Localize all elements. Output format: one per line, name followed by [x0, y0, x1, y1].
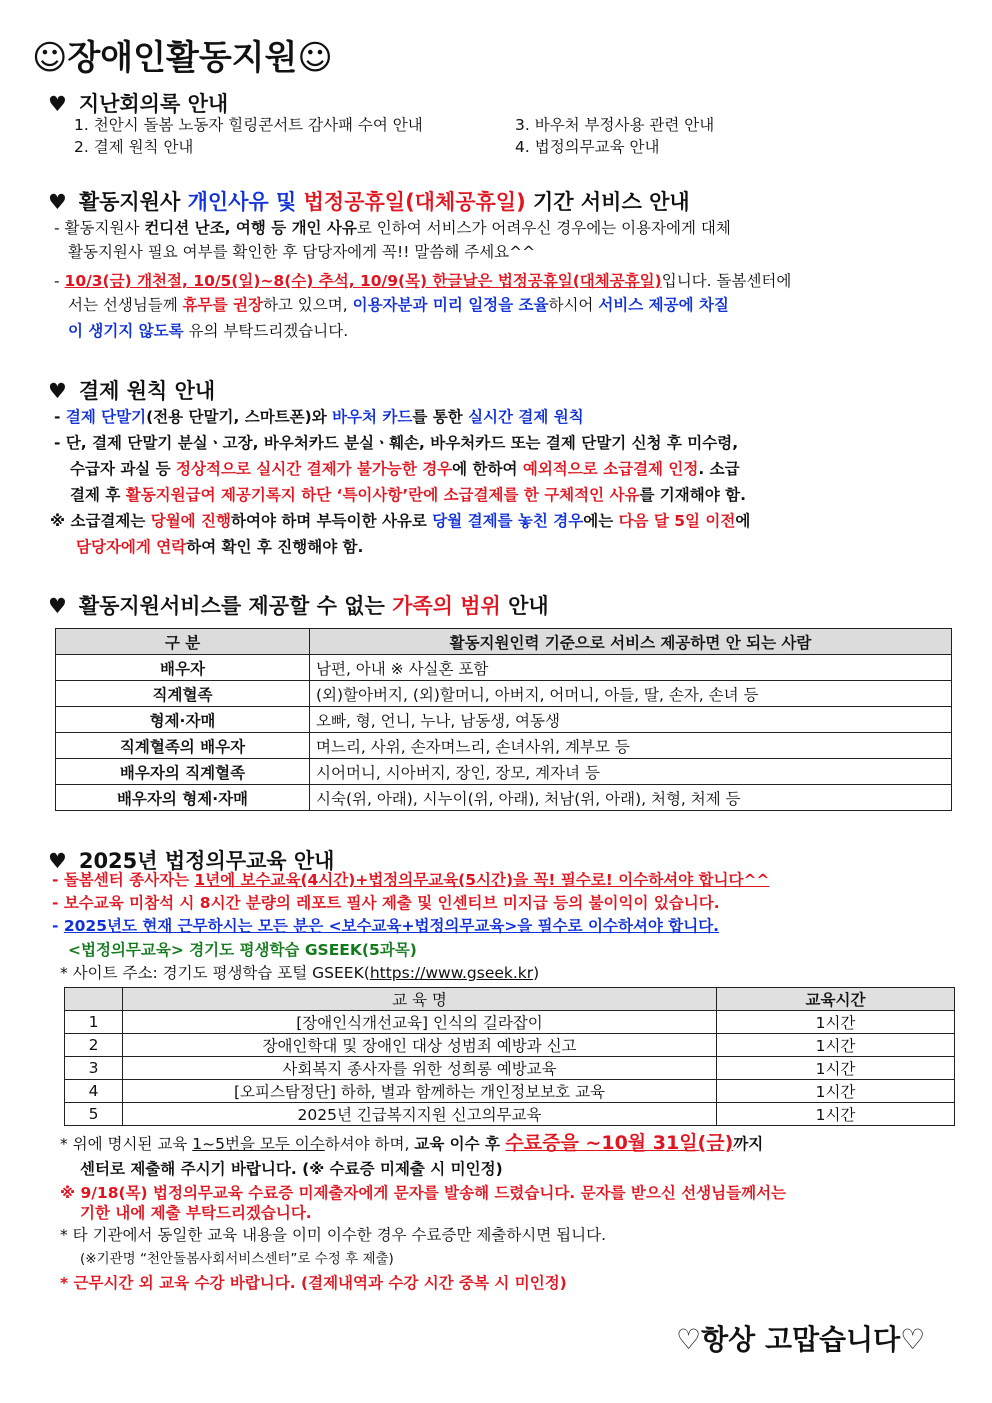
heart-icon: ♥ — [48, 190, 67, 214]
heart-icon: ♥ — [48, 849, 67, 873]
table-row: 1 [장애인식개선교육] 인식의 길라잡이 1시간 — [65, 1011, 955, 1034]
list-item: 1. 천안시 돌봄 노동자 힐링콘서트 감사패 수여 안내 — [74, 116, 423, 134]
page-title: ☺장애인활동지원☺ — [32, 38, 333, 78]
paragraph-line: 활동지원사 필요 여부를 확인한 후 담당자에게 꼭!! 말씀해 주세요^^ — [68, 243, 536, 261]
paragraph-line: 센터로 제출해 주시기 바랍니다. (※ 수료증 미제출 시 미인정) — [80, 1160, 503, 1178]
paragraph-line: - 돌봄센터 종사자는 1년에 보수교육(4시간)+법정의무교육(5시간)을 꼭! 필수로! 이수하셔야 합니다^^ — [52, 871, 770, 889]
list-item: 3. 바우처 부정사용 관련 안내 — [515, 116, 715, 134]
heart-icon: ♥ — [48, 92, 67, 116]
paragraph-line: 결제 후 활동지원급여 제공기록지 하단 ‘특이사항’란에 소급결제를 한 구체적인 사유를 기재해야 함. — [70, 486, 746, 504]
paragraph-line: 이 생기지 않도록 유의 부탁드리겠습니다. — [68, 322, 349, 340]
closing-message: ♡항상 고맙습니다♡ — [676, 1323, 926, 1356]
heart-icon: ♥ — [48, 594, 67, 618]
table-row: 배우자의 직계혈족 시어머니, 시아버지, 장인, 장모, 계자녀 등 — [56, 759, 952, 785]
paragraph-line: - 결제 단말기(전용 단말기, 스마트폰)와 바우처 카드를 통한 실시간 결제 원칙 — [54, 408, 584, 426]
section-holiday-heading: ♥ 활동지원사 개인사유 및 법정공휴일(대체공휴일) 기간 서비스 안내 — [48, 190, 690, 214]
list-item: 2. 결제 원칙 안내 — [74, 138, 194, 156]
paragraph-line: ※ 소급결제는 당월에 진행하여야 하며 부득이한 사유로 당월 결제를 놓친 경우에는 다음 달 5일 이전에 — [50, 512, 751, 530]
section-minutes-heading: ♥ 지난회의록 안내 — [48, 92, 229, 116]
paragraph-line: - 활동지원사 컨디션 난조, 여행 등 개인 사유로 인하여 서비스가 어려우신 경우에는 이용자에게 대체 — [54, 219, 731, 237]
table-header-row: 교 육 명 교육시간 — [65, 988, 955, 1011]
table-row: 직계혈족의 배우자 며느리, 사위, 손자며느리, 손녀사위, 계부모 등 — [56, 733, 952, 759]
paragraph-line: * 위에 명시된 교육 1~5번을 모두 이수하셔야 하며, 교육 이수 후 수료증을 ~10월 31일(금)까지 — [60, 1132, 764, 1154]
list-item: 4. 법정의무교육 안내 — [515, 138, 660, 156]
paragraph-line: 기한 내에 제출 부탁드리겠습니다. — [80, 1204, 312, 1222]
paragraph-line: <법정의무교육> 경기도 평생학습 GSEEK(5과목) — [68, 941, 417, 959]
paragraph-line: - 10/3(금) 개천절, 10/5(일)~8(수) 추석, 10/9(목) 한글날은 법정공휴일(대체공휴일)입니다. 돌봄센터에 — [54, 272, 792, 290]
paragraph-line: * 근무시간 외 교육 수강 바랍니다. (결제내역과 수강 시간 중복 시 미인정) — [60, 1274, 567, 1292]
table-row: 2 장애인학대 및 장애인 대상 성범죄 예방과 신고 1시간 — [65, 1034, 955, 1057]
section-family-heading: ♥ 활동지원서비스를 제공할 수 없는 가족의 범위 안내 — [48, 594, 549, 618]
table-header: 활동지원인력 기준으로 서비스 제공하면 안 되는 사람 — [310, 629, 952, 655]
table-row: 직계혈족 (외)할아버지, (외)할머니, 아버지, 어머니, 아들, 딸, 손자, 손녀 등 — [56, 681, 952, 707]
paragraph-line: ※ 9/18(목) 법정의무교육 수료증 미제출자에게 문자를 발송해 드렸습니다. 문자를 받으신 선생님들께서는 — [60, 1184, 787, 1202]
table-row: 배우자의 형제·자매 시숙(위, 아래), 시누이(위, 아래), 처남(위, 아래), 처형, 처제 등 — [56, 785, 952, 811]
table-header-row — [56, 629, 952, 655]
gseek-link[interactable]: https://www.gseek.kr — [369, 964, 534, 982]
paragraph-line: (※기관명 “천안돌봄사회서비스센터”로 수정 후 제출) — [80, 1251, 394, 1267]
paragraph-line: * 타 기관에서 동일한 교육 내용을 이미 이수한 경우 수료증만 제출하시면 됩니다. — [60, 1226, 607, 1244]
table-row: 4 [오피스탐정단] 하하, 별과 함께하는 개인정보보호 교육 1시간 — [65, 1080, 955, 1103]
family-table — [55, 628, 952, 811]
heart-icon: ♥ — [48, 379, 67, 403]
paragraph-line: - 2025년도 현재 근무하시는 모든 분은 <보수교육+법정의무교육>을 필수로 이수하셔야 합니다. — [52, 917, 720, 935]
table-row: 5 2025년 긴급복지지원 신고의무교육 1시간 — [65, 1103, 955, 1126]
section-education-heading: ♥ 2025년 법정의무교육 안내 — [48, 849, 335, 873]
paragraph-line: * 사이트 주소: 경기도 평생학습 포털 GSEEK(https://www.gseek.kr) — [60, 964, 540, 982]
table-row: 3 사회복지 종사자를 위한 성희롱 예방교육 1시간 — [65, 1057, 955, 1080]
paragraph-line: - 단, 결제 단말기 분실ㆍ고장, 바우처카드 분실ㆍ훼손, 바우처카드 또는 결제 단말기 신청 후 미수령, — [54, 434, 739, 452]
table-header: 구 분 — [56, 629, 310, 655]
paragraph-line: - 보수교육 미참석 시 8시간 분량의 레포트 필사 제출 및 인센티브 미지급 등의 불이익이 있습니다. — [52, 894, 720, 912]
paragraph-line: 수급자 과실 등 정상적으로 실시간 결제가 불가능한 경우에 한하여 예외적으로 소급결제 인정. 소급 — [70, 460, 740, 478]
section-payment-heading: ♥ 결제 원칙 안내 — [48, 379, 216, 403]
table-row: 형제·자매 오빠, 형, 언니, 누나, 남동생, 여동생 — [56, 707, 952, 733]
table-row: 배우자 남편, 아내 ※ 사실혼 포함 — [56, 655, 952, 681]
paragraph-line: 서는 선생님들께 휴무를 권장하고 있으며, 이용자분과 미리 일정을 조율하시어 서비스 제공에 차질 — [68, 296, 729, 314]
paragraph-line: 담당자에게 연락하여 확인 후 진행해야 함. — [76, 538, 364, 556]
education-table — [64, 987, 955, 1126]
